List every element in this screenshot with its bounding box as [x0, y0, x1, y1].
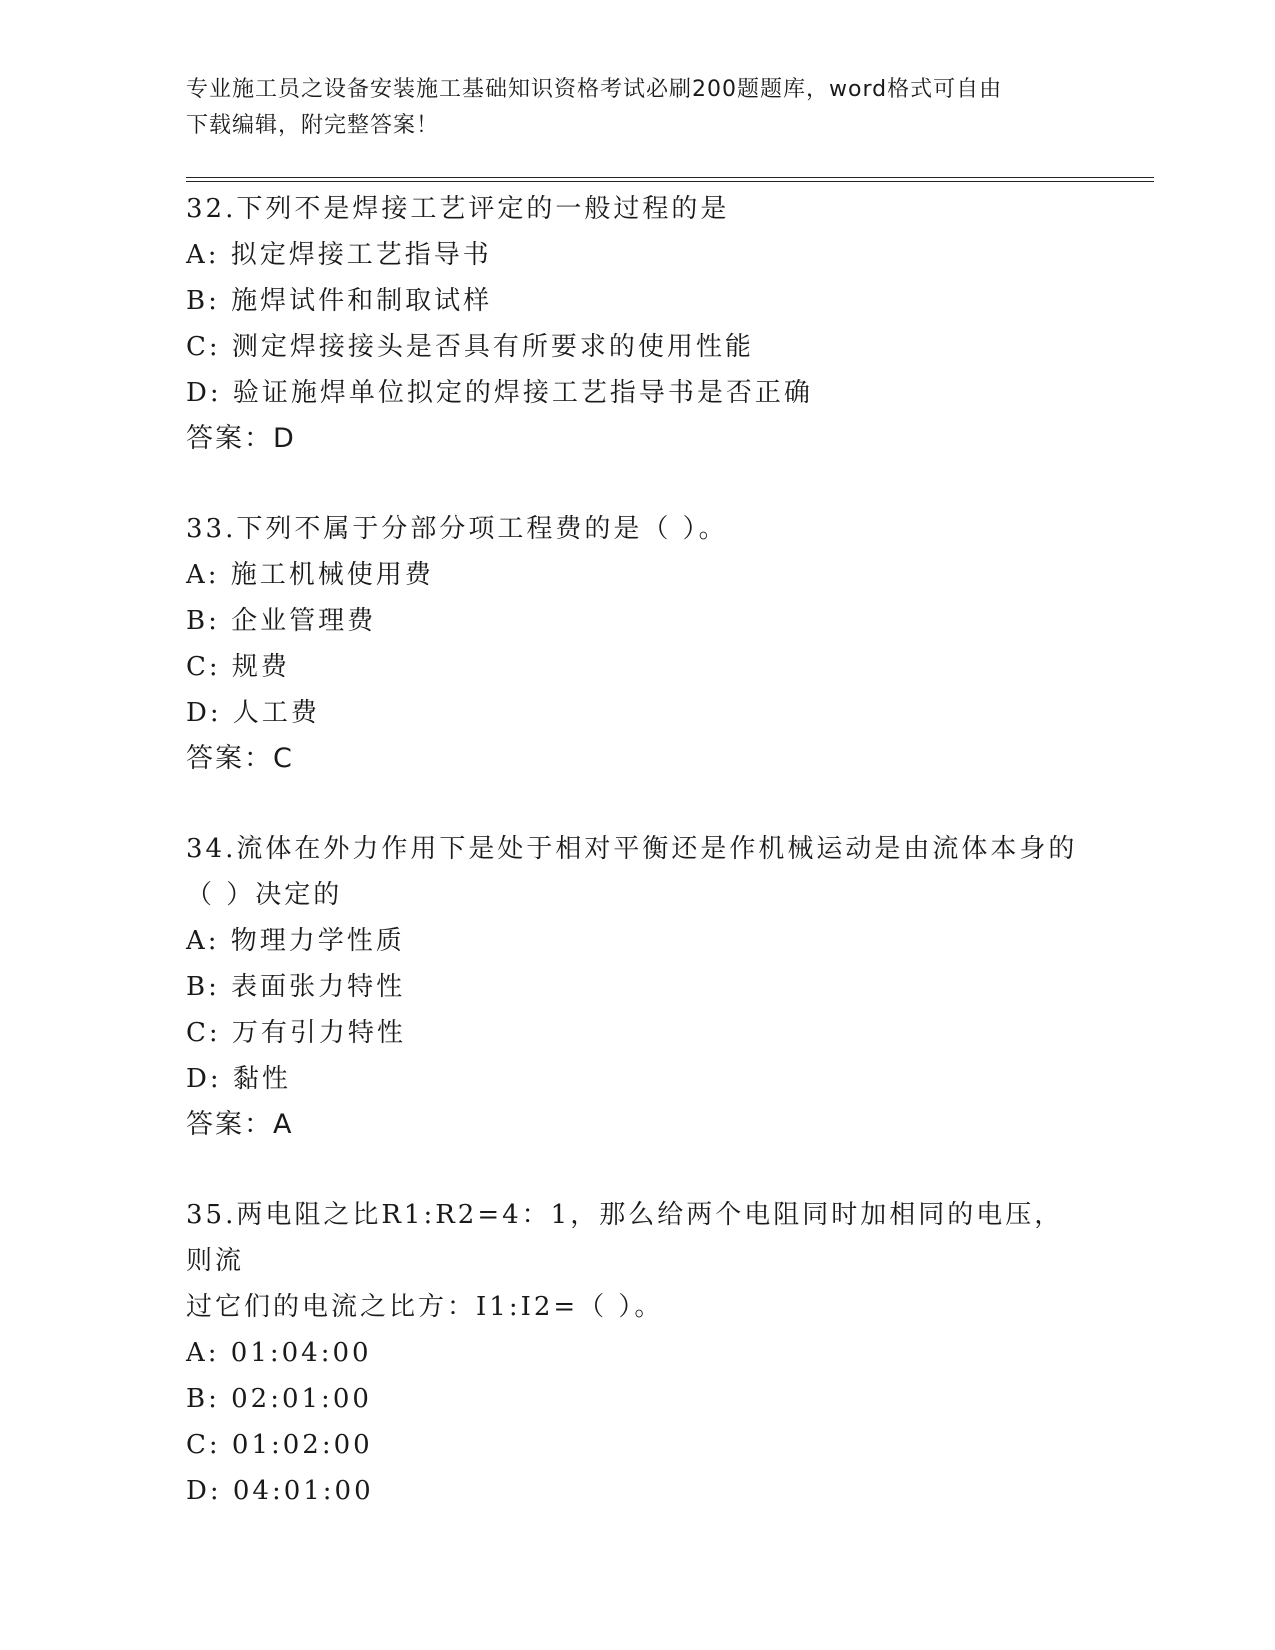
answer-text: 答案：C: [186, 743, 294, 774]
option-d: D: 04:01:00: [186, 1476, 374, 1506]
option-a: A: 施工机械使用费: [186, 560, 434, 590]
question-text-line-1: 35.两电阻之比R1:R2=4：1，那么给两个电阻同时加相同的电压，则流: [186, 1200, 1064, 1276]
header-line-2: 下载编辑，附完整答案！: [186, 113, 440, 138]
header-divider-top: [186, 177, 1154, 178]
option-a: A: 拟定焊接工艺指导书: [186, 240, 492, 270]
header-divider-bottom: [186, 181, 1154, 182]
option-b: B: 施焊试件和制取试样: [186, 286, 493, 316]
option-d: D: 人工费: [186, 698, 320, 728]
question-text-line-2: （ ）决定的: [186, 880, 343, 910]
option-a: A: 物理力学性质: [186, 926, 405, 956]
option-d: D: 验证施焊单位拟定的焊接工艺指导书是否正确: [186, 378, 813, 408]
question-text-line-1: 34.流体在外力作用下是处于相对平衡还是作机械运动是由流体本身的: [186, 834, 1078, 864]
question-32: [186, 186, 1086, 462]
question-list: [186, 186, 1086, 1558]
option-d: D: 黏性: [186, 1064, 291, 1094]
question-33: [186, 506, 1086, 782]
option-b: B: 企业管理费: [186, 606, 377, 636]
option-a: A: 01:04:00: [186, 1338, 372, 1368]
document-header: [186, 72, 1086, 144]
answer-text: 答案：D: [186, 423, 296, 454]
option-c: C: 规费: [186, 652, 290, 682]
answer-text: 答案：A: [186, 1109, 294, 1140]
option-b: B: 02:01:00: [186, 1384, 372, 1414]
question-text-line-2: 过它们的电流之比方：I1:I2=（ ）。: [186, 1292, 664, 1322]
option-b: B: 表面张力特性: [186, 972, 406, 1002]
question-text: 33.下列不属于分部分项工程费的是（ ）。: [186, 514, 728, 544]
option-c: C: 万有引力特性: [186, 1018, 406, 1048]
question-34: [186, 826, 1086, 1148]
header-line-1: 专业施工员之设备安装施工基础知识资格考试必刷200题题库，word格式可自由: [186, 77, 1003, 102]
question-text: 32.下列不是焊接工艺评定的一般过程的是: [186, 194, 730, 224]
option-c: C: 测定焊接接头是否具有所要求的使用性能: [186, 332, 754, 362]
option-c: C: 01:02:00: [186, 1430, 373, 1460]
question-35: [186, 1192, 1086, 1514]
